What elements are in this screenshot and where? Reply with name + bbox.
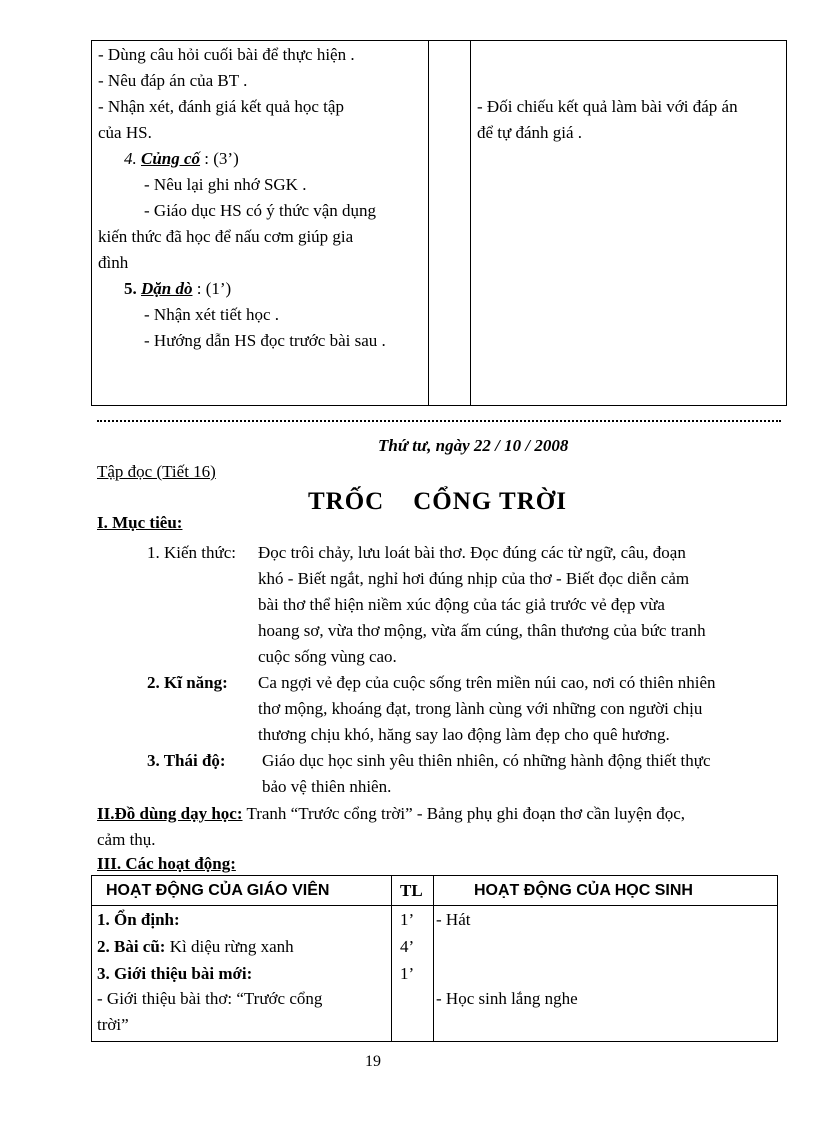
cung-co-number: 4. [124, 149, 137, 168]
knowledge-line: cuộc sống vùng cao. [258, 647, 397, 666]
row-time: 1’ [400, 964, 415, 983]
page-number: 19 [365, 1053, 381, 1070]
cung-co-time: : (3’) [204, 149, 239, 168]
knowledge-label: 1. Kiến thức: [147, 543, 237, 562]
skills-line: Ca ngợi vẻ đẹp của cuộc sống trên miền núi cao, nơi có thiên nhiên [258, 673, 716, 692]
skills-label: 2. Kĩ năng: [147, 673, 228, 692]
knowledge-line: bài thơ thể hiện niềm xúc động của tác giả trước vẻ đẹp vừa [258, 595, 665, 614]
row-label: Giới thiệu bài mới: [114, 964, 253, 983]
dan-do-time: : (1’) [196, 279, 232, 298]
header-divider [92, 905, 777, 906]
attitude-label: 3. Thái độ: [147, 751, 226, 770]
row-time: 4’ [400, 937, 415, 956]
table-row [97, 963, 252, 985]
teacher-line: - Nhận xét, đánh giá kết quả học tập [98, 97, 344, 116]
lesson-title: TRỐC CỔNG TRỜI [308, 488, 567, 515]
table-row [97, 936, 294, 958]
knowledge-text [258, 540, 778, 670]
row-number: 3. [97, 964, 110, 983]
date-line: Thứ tư, ngày 22 / 10 / 2008 [378, 436, 569, 455]
intro-student: - Học sinh lắng nghe [436, 989, 578, 1008]
header-student: HOẠT ĐỘNG CỦA HỌC SINH [474, 882, 693, 899]
skills-line: thương chịu khó, hăng say lao động làm đẹp cho quê hương. [258, 725, 670, 744]
knowledge-line: hoang sơ, vừa thơ mộng, vừa ấm cúng, thân thương của bức tranh [258, 621, 706, 640]
header-teacher: HOẠT ĐỘNG CỦA GIÁO VIÊN [106, 882, 330, 899]
skills-text [258, 670, 716, 748]
lesson-label: Tập đọc (Tiết 16) [97, 462, 216, 481]
knowledge-line: Đọc trôi chảy, lưu loát bài thơ. Đọc đúng các từ ngữ, câu, đoạn [258, 543, 686, 562]
activities-title: III. Các hoạt động: [97, 854, 236, 873]
separator-dotted-line [97, 420, 781, 422]
cung-co-title: Củng cố [141, 149, 201, 168]
student-line: - Đối chiếu kết quả làm bài với đáp án [477, 97, 738, 116]
skills-line: thơ mộng, khoáng đạt, trong lành cùng với những con người chịu [258, 699, 703, 718]
materials-title: II.Đồ dùng dạy học: [97, 804, 243, 823]
cung-co-heading [124, 148, 239, 170]
materials-line [97, 801, 685, 827]
row-rest: Kì diệu rừng xanh [165, 937, 294, 956]
attitude-text [262, 748, 711, 800]
row-time: 1’ [400, 910, 415, 929]
intro-line: - Giới thiệu bài thơ: “Trước cổng [97, 989, 323, 1008]
column-divider [470, 41, 471, 405]
row-number: 2. [97, 937, 110, 956]
dan-do-title: Dặn dò [141, 279, 193, 298]
student-line: để tự đánh giá . [477, 123, 583, 142]
row-student: - Hát [436, 910, 471, 929]
teacher-line: kiến thức đã học để nấu cơm giúp gia [98, 227, 354, 246]
continued-lesson-table [91, 40, 787, 406]
dan-do-heading [124, 278, 231, 300]
row-label: Ổn định: [114, 910, 180, 929]
teacher-line: - Nhận xét tiết học . [144, 305, 280, 324]
materials-cont: cảm thụ. [97, 830, 156, 849]
row-label: Bài cũ: [114, 937, 166, 956]
intro-line: trời” [97, 1015, 129, 1034]
column-divider [391, 876, 392, 1041]
activity-table [91, 875, 778, 1042]
materials-text: Tranh “Trước cổng trời” - Bảng phụ ghi đoạn thơ cần luyện đọc, [242, 804, 686, 823]
header-time: TL [400, 881, 423, 900]
row-number: 1. [97, 910, 110, 929]
column-divider [428, 41, 429, 405]
knowledge-line: khó - Biết ngắt, nghỉ hơi đúng nhịp của thơ - Biết đọc diễn cảm [258, 569, 690, 588]
teacher-line: - Giáo dục HS có ý thức vận dụng [144, 201, 377, 220]
teacher-line: - Hướng dẫn HS đọc trước bài sau . [144, 331, 386, 350]
teacher-line: - Dùng câu hỏi cuối bài để thực hiện . [98, 45, 355, 64]
column-divider [433, 876, 434, 1041]
table-row [97, 909, 180, 931]
teacher-line: - Nêu đáp án của BT . [98, 71, 248, 90]
teacher-line: đình [98, 253, 129, 272]
attitude-line: Giáo dục học sinh yêu thiên nhiên, có những hành động thiết thực [262, 751, 711, 770]
section-objectives-title: I. Mục tiêu: [97, 513, 183, 532]
teacher-line: - Nêu lại ghi nhớ SGK . [144, 175, 307, 194]
attitude-line: bảo vệ thiên nhiên. [262, 777, 392, 796]
teacher-line: của HS. [98, 123, 152, 142]
dan-do-number: 5. [124, 279, 137, 298]
